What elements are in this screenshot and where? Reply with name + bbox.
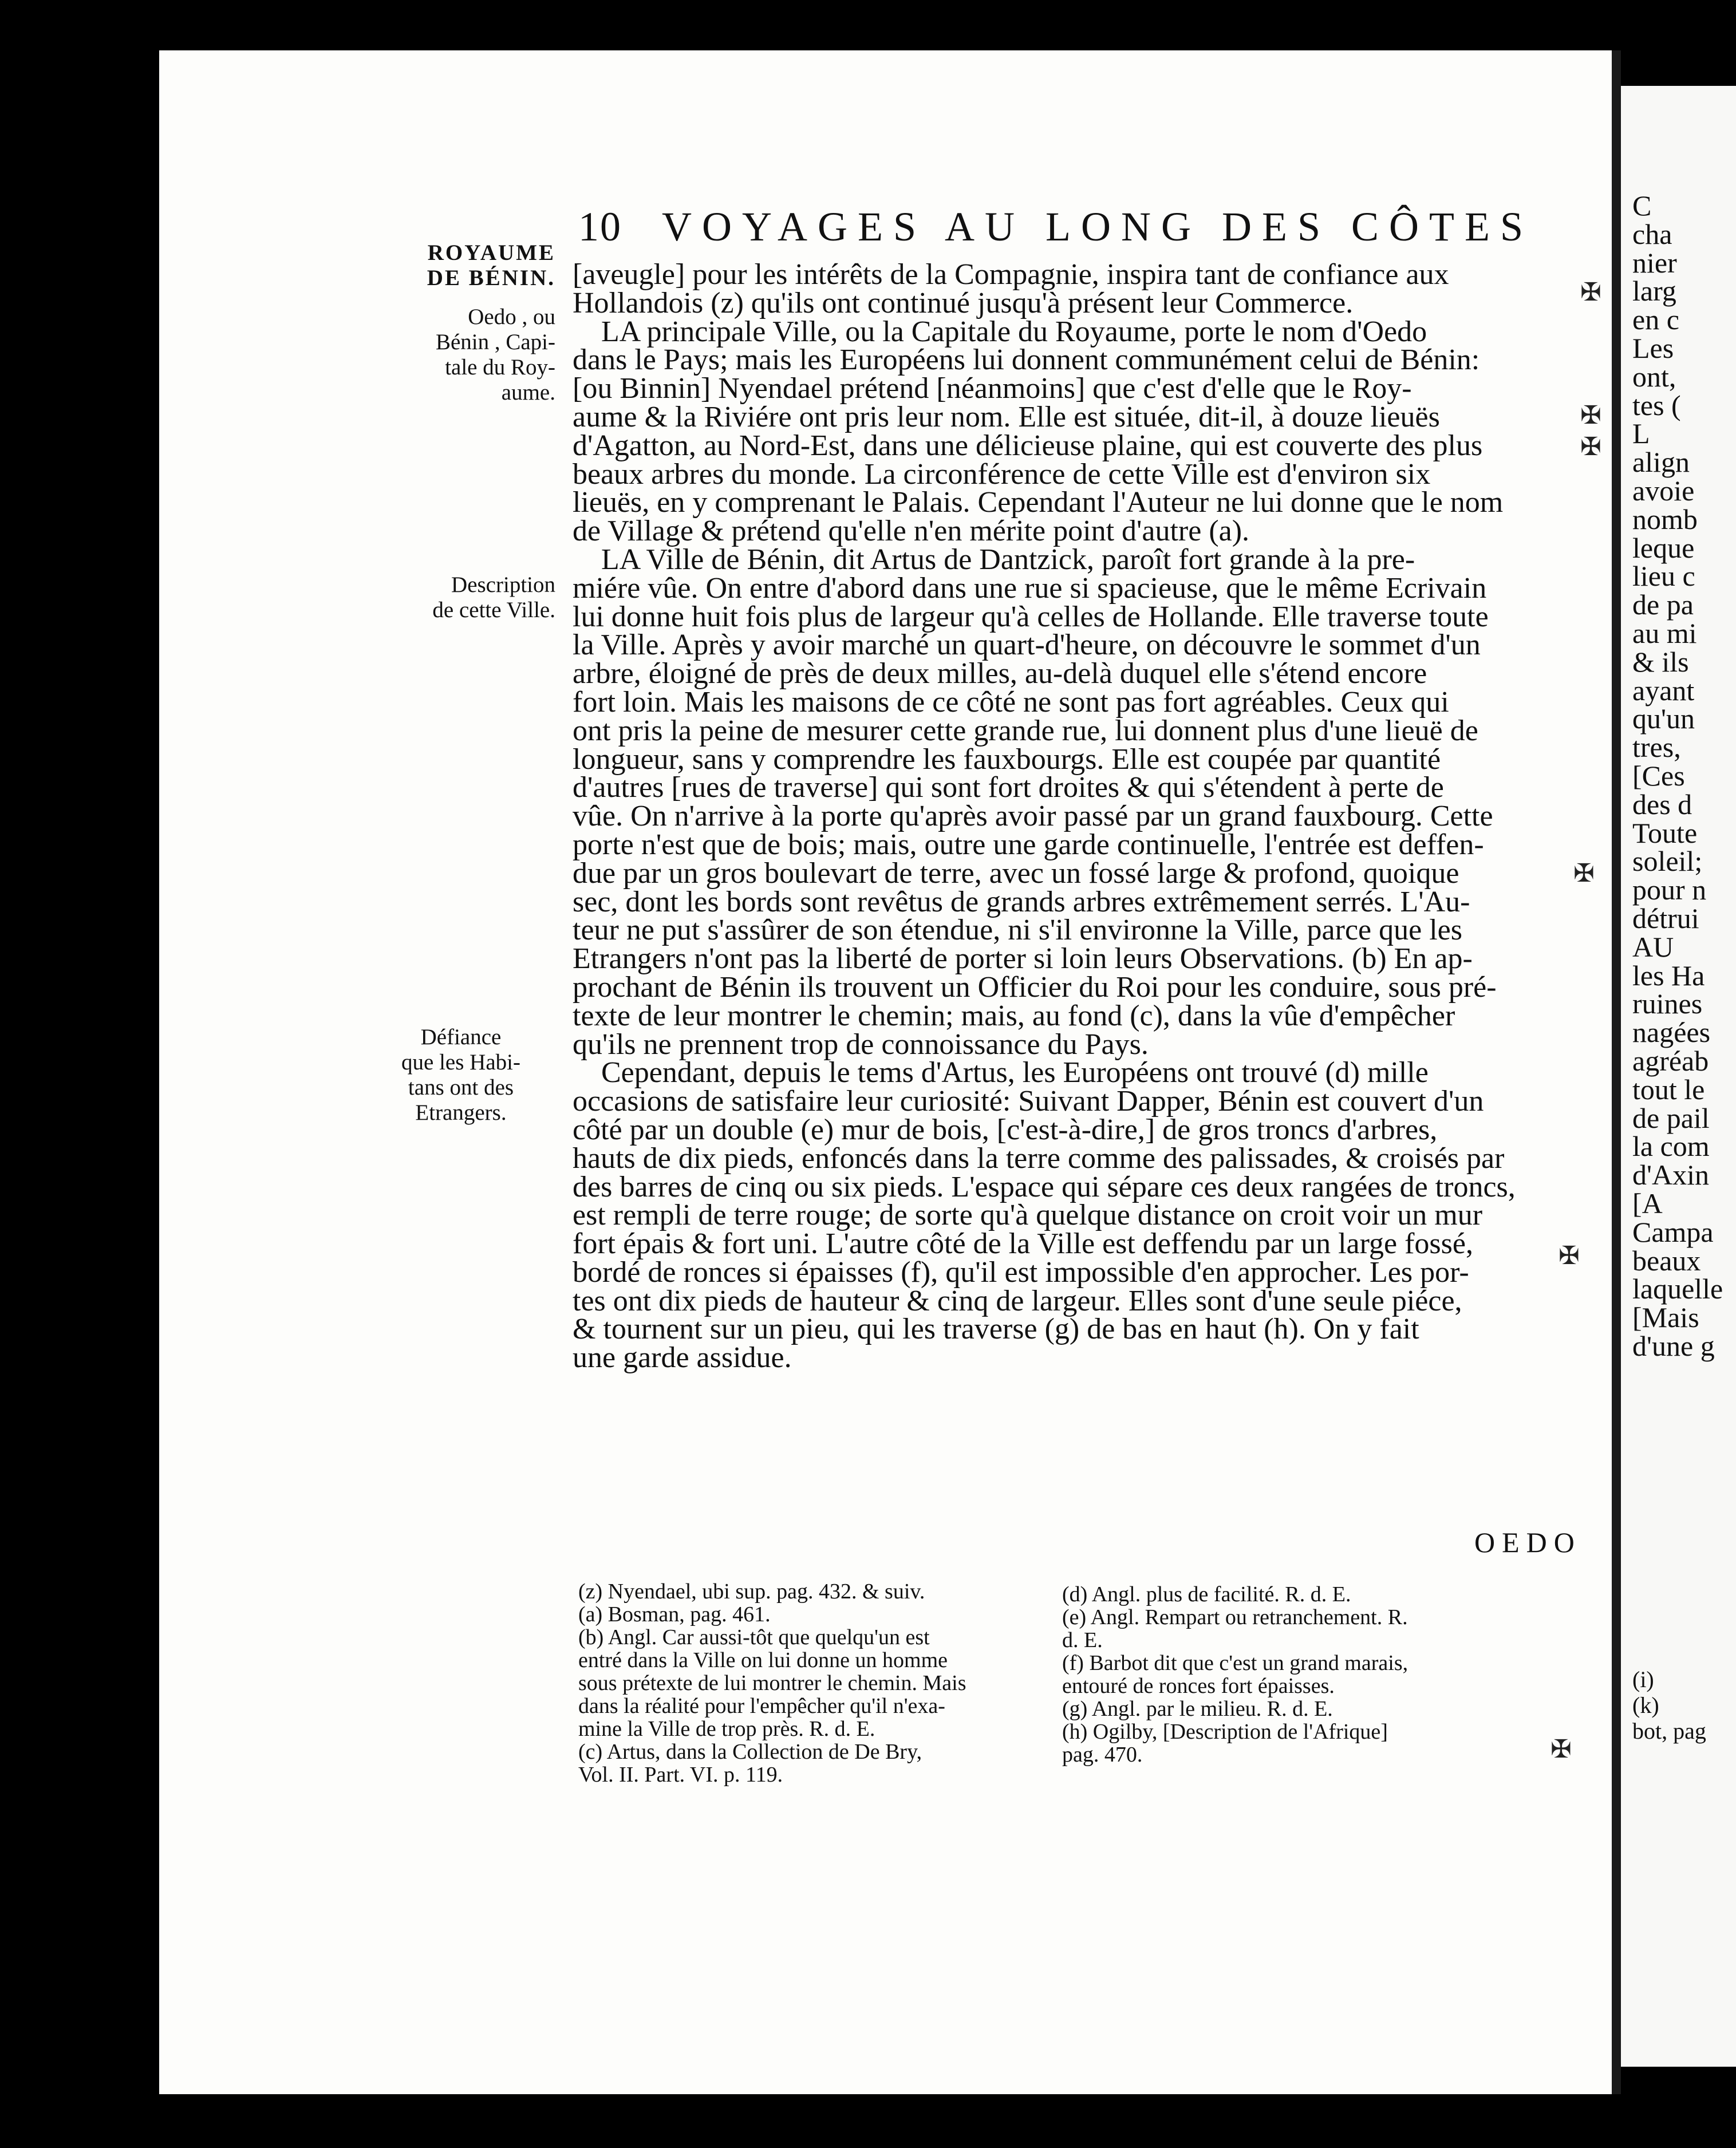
footnotes-left	[578, 1580, 1036, 1786]
facing-page-text-fragment: d'une g	[1632, 1330, 1715, 1362]
margin-note-line: DE BÉNIN.	[427, 266, 555, 290]
facing-page-text-fragment: d'Axin	[1632, 1159, 1710, 1191]
facing-page-text-fragment: nier	[1632, 246, 1677, 279]
margin-note-line: ROYAUME	[427, 240, 555, 265]
margin-note-line: Description	[451, 572, 555, 597]
text-line: hauts de dix pieds, enfoncés dans la terre comme des palissades, & croisés par	[573, 1142, 1505, 1175]
facing-page-text-fragment: tes (	[1632, 389, 1681, 421]
footnote-line: (e) Angl. Rempart ou retranchement. R.	[1062, 1605, 1408, 1629]
text-line: dans le Pays; mais les Européens lui donnent communément celui de Bénin:	[573, 343, 1480, 377]
facing-page-text-fragment: larg	[1632, 275, 1676, 307]
catchword: OEDO	[1474, 1526, 1581, 1558]
fleuron-ornament-icon: ✠	[1559, 1242, 1580, 1270]
facing-page-text-fragment: tres,	[1632, 731, 1681, 764]
text-line: ont pris la peine de mesurer cette grande rue, lui donnent plus d'une lieuë de	[573, 714, 1478, 747]
text-line: teur ne put s'assûrer de son étendue, ni s'il environne la Ville, parce que les	[573, 914, 1462, 947]
text-line: Hollandois (z) qu'ils ont continué jusqu'à présent leur Commerce.	[573, 286, 1354, 319]
text-line: beaux arbres du monde. La circonférence de cette Ville est d'environ six	[573, 457, 1431, 491]
text-line: côté par un double (e) mur de bois, [c'est-à-dire,] de gros troncs d'arbres,	[573, 1113, 1438, 1146]
margin-note-line: tans ont des	[408, 1075, 514, 1100]
facing-page-text-fragment: des d	[1632, 788, 1692, 820]
facing-page-text-fragment: pour n	[1632, 874, 1707, 906]
footnote-line: (g) Angl. par le milieu. R. d. E.	[1062, 1697, 1333, 1721]
footnote-line: entouré de ronces fort épaisses.	[1062, 1674, 1335, 1698]
facing-page-text-fragment: la com	[1632, 1130, 1710, 1163]
margin-note-line: tale du Roy-	[445, 355, 555, 380]
footnote-line: pag. 470.	[1062, 1743, 1143, 1767]
text-line: lieuës, en y comprenant le Palais. Cependant l'Auteur ne lui donne que le nom	[573, 486, 1504, 519]
running-head	[578, 203, 1552, 251]
margin-note-line: Oedo , ou	[468, 305, 555, 329]
text-line: Cependant, depuis le tems d'Artus, les Européens ont trouvé (d) mille	[601, 1056, 1429, 1089]
facing-page-text-fragment: & ils	[1632, 645, 1689, 678]
text-line: une garde assidue.	[573, 1341, 792, 1375]
fleuron-ornament-icon: ✠	[1580, 401, 1601, 429]
text-line: fort épais & fort uni. L'autre côté de la Ville est deffendu par un large fossé,	[573, 1227, 1473, 1261]
facing-page-text-fragment: align	[1632, 446, 1690, 479]
text-line: qu'ils ne prennent trop de connoissance du Pays.	[573, 1028, 1149, 1061]
facing-page-text-fragment: ayant	[1632, 674, 1695, 706]
text-line: tes ont dix pieds de hauteur & cinq de largeur. Elles sont d'une seule piéce,	[573, 1284, 1462, 1317]
facing-page-text-fragment: tout le	[1632, 1073, 1705, 1105]
main-text	[573, 258, 1569, 1375]
facing-page-footnote-fragment: bot, pag	[1632, 1718, 1706, 1744]
text-line: texte de leur montrer le chemin; mais, au fond (c), dans la vûe d'empêcher	[573, 999, 1455, 1032]
margin-note-kingdom	[401, 240, 555, 291]
facing-page-text-fragment: Campa	[1632, 1215, 1714, 1248]
facing-page-text-fragment: de pa	[1632, 589, 1694, 621]
facing-page-text-fragment: détrui	[1632, 902, 1699, 934]
text-line: [ou Binnin] Nyendael prétend [néanmoins] que c'est d'elle que le Roy-	[573, 372, 1412, 405]
text-line: porte n'est que de bois; mais, outre une garde continuelle, l'entrée est deffen-	[573, 828, 1484, 861]
margin-note-line: que les Habi-	[401, 1050, 520, 1075]
margin-note-line: de cette Ville.	[432, 598, 555, 622]
facing-page-text-fragment: au mi	[1632, 617, 1697, 649]
facing-page-text-fragment: [A	[1632, 1187, 1663, 1219]
text-line: LA principale Ville, ou la Capitale du Royaume, porte le nom d'Oedo	[601, 315, 1427, 348]
facing-page-footnote-fragment: (i)	[1632, 1667, 1654, 1692]
facing-page-footnote-fragment: (k)	[1632, 1692, 1659, 1718]
text-line: [aveugle] pour les intérêts de la Compagnie, inspira tant de confiance aux	[573, 258, 1449, 291]
footnote-line: Vol. II. Part. VI. p. 119.	[578, 1763, 783, 1787]
facing-page-text-fragment: C	[1632, 189, 1652, 222]
margin-note-line: Etrangers.	[415, 1100, 507, 1125]
text-line: fort loin. Mais les maisons de ce côté ne sont pas fort agréables. Ceux qui	[573, 685, 1449, 718]
text-line: d'Agatton, au Nord-Est, dans une délicieuse plaine, qui est couverte des plus	[573, 429, 1483, 462]
margin-note-line: Bénin , Capi-	[435, 330, 555, 354]
footnote-line: (c) Artus, dans la Collection de De Bry,	[578, 1740, 922, 1764]
footnote-line: (a) Bosman, pag. 461.	[578, 1602, 771, 1626]
facing-page-text-fragment: de pail	[1632, 1101, 1710, 1134]
facing-page-text-fragment: en c	[1632, 303, 1679, 336]
facing-page-text-fragment: nagées	[1632, 1016, 1711, 1049]
page-gutter	[1612, 50, 1621, 2094]
facing-page-text-fragment: laquelle	[1632, 1273, 1723, 1305]
fleuron-ornament-icon: ✠	[1580, 433, 1601, 461]
footnotes-right	[1062, 1583, 1566, 1766]
facing-page-text-fragment: beaux	[1632, 1244, 1701, 1277]
facing-page-text-fragment: nomb	[1632, 503, 1698, 535]
facing-page-text-fragment: agréab	[1632, 1045, 1709, 1077]
footnote-line: (f) Barbot dit que c'est un grand marais,	[1062, 1651, 1408, 1675]
margin-note-description	[401, 572, 555, 623]
text-line: arbre, éloigné de près de deux milles, au-delà duquel elle s'étend encore	[573, 657, 1427, 690]
facing-page-text-fragment: avoie	[1632, 475, 1695, 507]
margin-note-line: Défiance	[420, 1025, 502, 1049]
facing-page-text-fragment: lieu c	[1632, 560, 1695, 593]
text-line: d'autres [rues de traverse] qui sont fort droites & qui s'étendent à perte de	[573, 771, 1444, 804]
footnote-line: (b) Angl. Car aussi-tôt que quelqu'un est	[578, 1625, 930, 1649]
margin-note-capital	[401, 305, 555, 405]
text-line: longueur, sans y comprendre les fauxbourgs. Elle est coupée par quantité	[573, 743, 1441, 776]
text-line: bordé de ronces si épaisses (f), qu'il est impossible d'en approcher. Les por-	[573, 1255, 1469, 1289]
footnote-line: (h) Ogilby, [Description de l'Afrique]	[1062, 1720, 1388, 1744]
margin-note-defiance	[378, 1025, 544, 1126]
text-line: est rempli de terre rouge; de sorte qu'à quelque distance on croit voir un mur	[573, 1199, 1483, 1232]
footnote-line: entré dans la Ville on lui donne un homme	[578, 1648, 948, 1672]
facing-page-text-fragment: ruines	[1632, 988, 1703, 1020]
footnote-line: d. E.	[1062, 1628, 1103, 1652]
text-line: Etrangers n'ont pas la liberté de porter si loin leurs Observations. (b) En ap-	[573, 942, 1473, 976]
facing-page-edge	[1621, 86, 1736, 2067]
facing-page-text-fragment: cha	[1632, 218, 1672, 250]
text-line: occasions de satisfaire leur curiosité: Suivant Dapper, Bénin est couvert d'un	[573, 1085, 1484, 1118]
footnote-line: dans la réalité pour l'empêcher qu'il n'exa-	[578, 1694, 945, 1718]
text-line: vûe. On n'arrive à la porte qu'après avoir passé par un grand fauxbourg. Cette	[573, 800, 1493, 833]
fleuron-ornament-icon: ✠	[1550, 1735, 1572, 1763]
facing-page-text-fragment: L	[1632, 417, 1650, 450]
text-line: la Ville. Après y avoir marché un quart-d'heure, on découvre le sommet d'un	[573, 629, 1481, 662]
facing-page-text-fragment: leque	[1632, 531, 1695, 564]
text-line: LA Ville de Bénin, dit Artus de Dantzick, paroît fort grande à la pre-	[601, 543, 1415, 576]
facing-page-text-fragment: AU	[1632, 930, 1674, 963]
text-line: sec, dont les bords sont revêtus de grands arbres extrêmement serrés. L'Au-	[573, 885, 1470, 918]
facing-page-text-fragment: [Ces	[1632, 760, 1685, 792]
text-line: & tournent sur un pieu, qui les traverse (g) de bas en haut (h). On y fait	[573, 1313, 1419, 1346]
page-number: 10	[578, 204, 622, 250]
facing-page-text-fragment: qu'un	[1632, 702, 1695, 735]
running-title: VOYAGES AU LONG DES CÔTES	[662, 204, 1534, 250]
fleuron-ornament-icon: ✠	[1580, 278, 1601, 306]
text-line: lui donne huit fois plus de largeur qu'à celles de Hollande. Elle traverse toute	[573, 600, 1489, 633]
facing-page-text-fragment: Les	[1632, 332, 1674, 364]
footnote-line: sous prétexte de lui montrer le chemin. Mais	[578, 1671, 966, 1695]
footnote-line: (d) Angl. plus de facilité. R. d. E.	[1062, 1582, 1351, 1606]
fleuron-ornament-icon: ✠	[1573, 859, 1595, 887]
facing-page-text-fragment: les Ha	[1632, 959, 1705, 992]
facing-page-text-fragment: [Mais	[1632, 1301, 1699, 1334]
facing-page-text-fragment: Toute	[1632, 816, 1698, 849]
margin-note-line: aume.	[501, 380, 555, 405]
footnote-line: (z) Nyendael, ubi sup. pag. 432. & suiv.	[578, 1580, 925, 1604]
text-line: due par un gros boulevart de terre, avec un fossé large & profond, quoique	[573, 856, 1459, 890]
text-line: miére vûe. On entre d'abord dans une rue si spacieuse, que le même Ecrivain	[573, 571, 1487, 605]
text-line: prochant de Bénin ils trouvent un Officier du Roi pour les conduire, sous pré-	[573, 970, 1497, 1004]
footnote-line: mine la Ville de trop près. R. d. E.	[578, 1717, 875, 1741]
facing-page-text-fragment: soleil;	[1632, 845, 1703, 878]
text-line: aume & la Riviére ont pris leur nom. Elle est située, dit-il, à douze lieuës	[573, 400, 1440, 433]
text-line: des barres de cinq ou six pieds. L'espace qui sépare ces deux rangées de troncs,	[573, 1170, 1516, 1203]
text-line: de Village & prétend qu'elle n'en mérite point d'autre (a).	[573, 515, 1250, 548]
facing-page-text-fragment: ont,	[1632, 360, 1676, 393]
